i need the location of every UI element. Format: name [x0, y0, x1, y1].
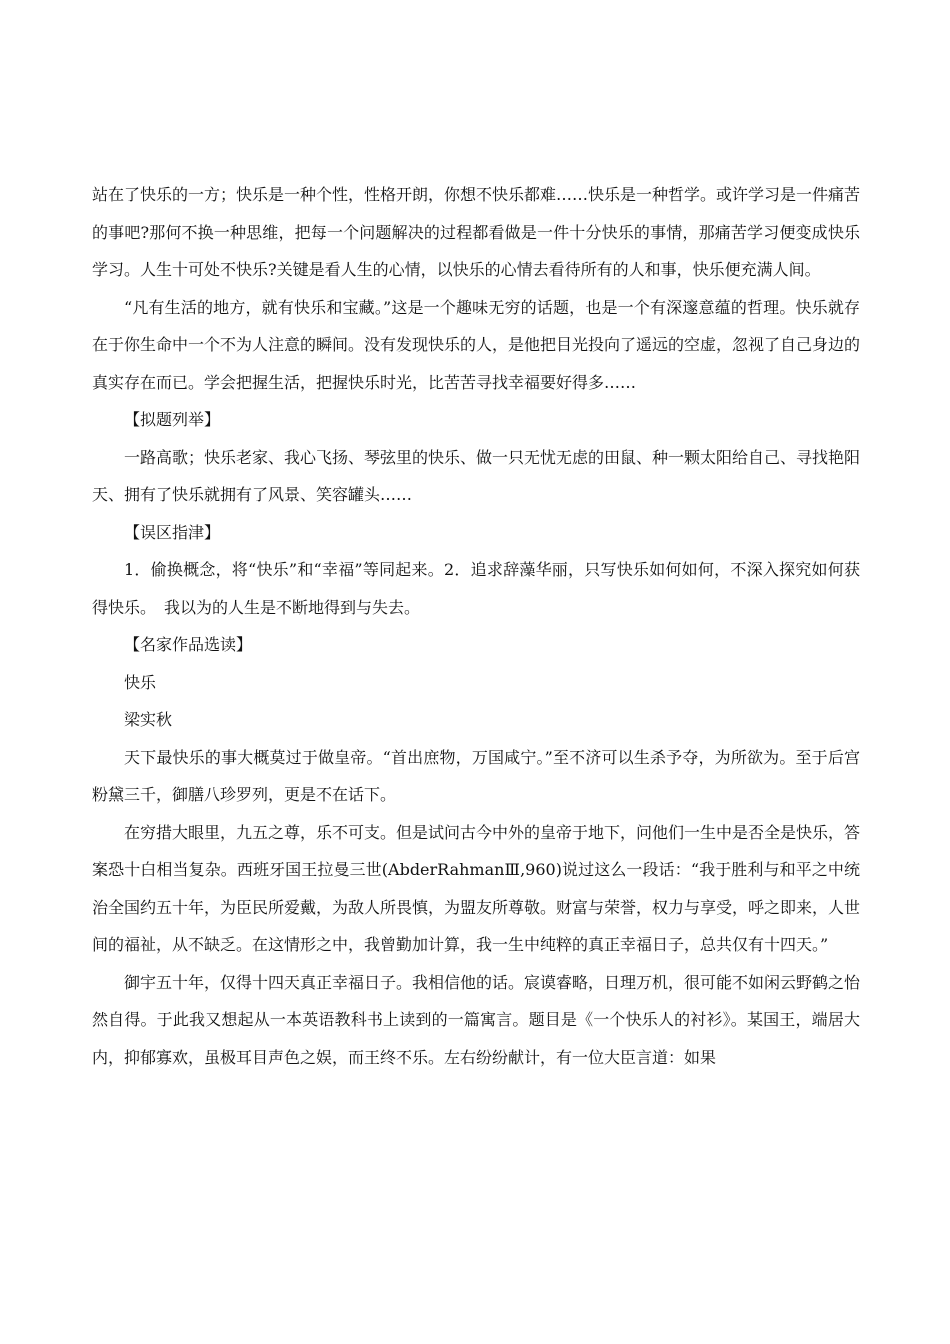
section-heading-selected-readings: 【名家作品选读】: [124, 635, 253, 654]
essay-paragraph: 在穷措大眼里，九五之尊，乐不可支。但是试问古今中外的皇帝于地下，问他们一生中是否全是快乐，答案恐十白相当复杂。西班牙国王拉曼三世(AbderRahmanⅢ,960)说过这么一段话：“我于胜利与和平之中统治全国约五十年，为臣民所爱戴，为敌人所畏慎，为盟友所尊敬。财富与荣誉，权力与享受，呼之即来，人世间的福祉，从不缺乏。在这情形之中，我曾勤加计算，我一生中纯粹的真正幸福日子，总共仅有十四天。”: [92, 822, 861, 954]
section-heading-pitfalls: 【误区指津】: [124, 522, 221, 542]
paragraph-pitfalls: 1．偷换概念，将“快乐”和“幸福”等同起来。2．追求辞藻华丽，只写快乐如何如何，不深入探究如何获得快乐。 我以为的人生是不断地得到与失去。: [92, 560, 860, 617]
paragraph-title-examples: 一路高歌；快乐老家、我心飞扬、琴弦里的快乐、做一只无忧无虑的田鼠、种一颗太阳给自己、寻找艳阳天、拥有了快乐就拥有了风景、笑容罐头……: [92, 447, 861, 504]
section-heading-title-examples: 【拟题列举】: [124, 410, 221, 429]
paragraph-continuation: 站在了快乐的一方；快乐是一种个性，性格开朗，你想不快乐都难……快乐是一种哲学。或许学习是一件痛苦的事吧?那何不换一种思维，把每一个问题解决的过程都看做是一件十分快乐的事情，那痛苦学习便变成快乐学习。人生十可处不快乐?关键是看人生的心情，以快乐的心情去看待所有的人和事，快乐便充满人间。: [92, 185, 861, 279]
essay-paragraph: 御宇五十年，仅得十四天真正幸福日子。我相信他的话。宸谟睿略，日理万机，很可能不如闲云野鹤之怡然自得。于此我又想起从一本英语教科书上读到的一篇寓言。题目是《一个快乐人的衬衫》。某国王，端居大内，抑郁寡欢，虽极耳目声色之娱，而王终不乐。左右纷纷献计，有一位大臣言道：如果: [92, 972, 861, 1067]
paragraph-quote: “凡有生活的地方，就有快乐和宝藏。”这是一个趣味无穷的话题，也是一个有深邃意蕴的哲理。快乐就存在于你生命中一个不为人注意的瞬间。没有发现快乐的人，是他把目光投向了遥远的空虚，忽视了自己身边的真实存在而已。学会把握生活，把握快乐时光，比苦苦寻找幸福要好得多……: [92, 297, 861, 392]
essay-author: 梁实秋: [124, 710, 173, 729]
essay-title: 快乐: [124, 672, 157, 692]
document-body: [92, 176, 860, 1076]
essay-paragraph: 天下最快乐的事大概莫过于做皇帝。“首出庶物，万国咸宁。”至不济可以生杀予夺，为所欲为。至于后宫粉黛三千，御膳八珍罗列，更是不在话下。: [92, 747, 860, 804]
